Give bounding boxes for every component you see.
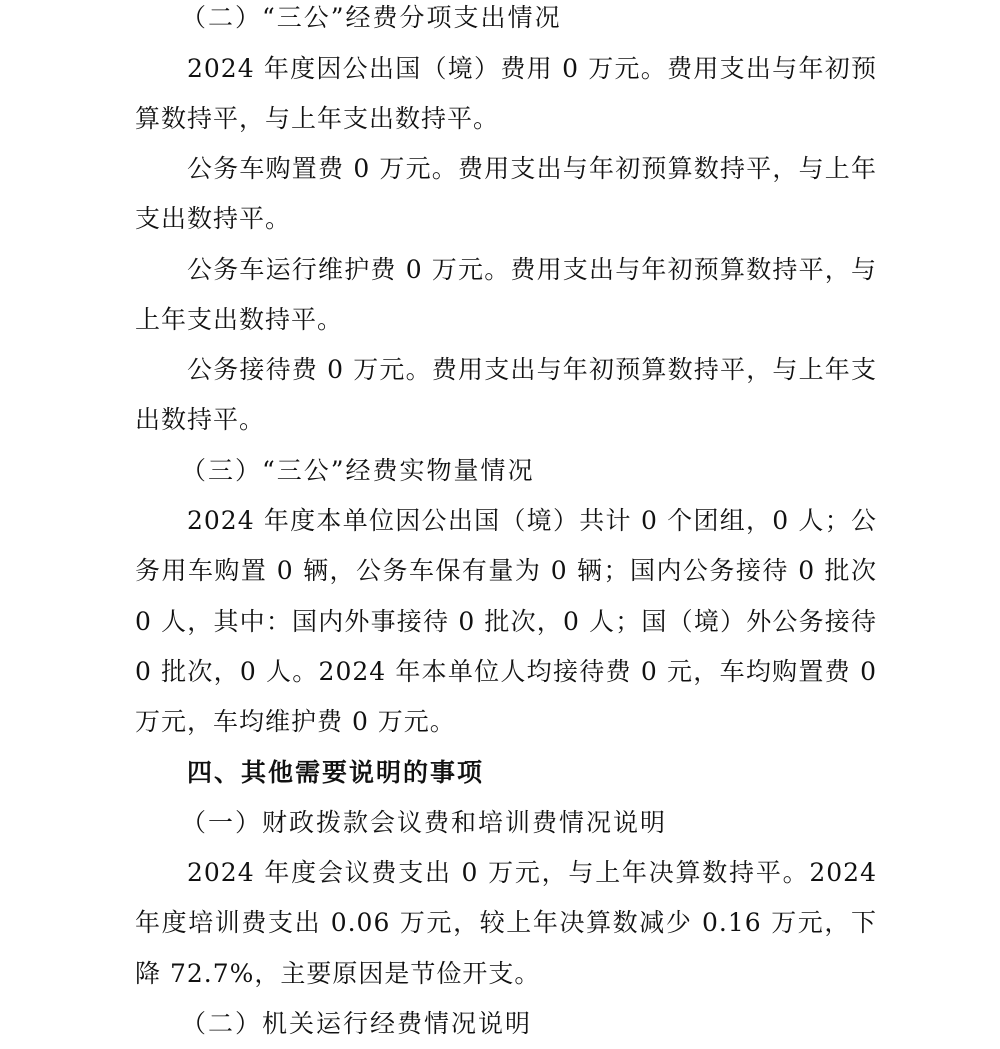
heading-meeting-training: （一）财政拨款会议费和培训费情况说明 <box>181 808 668 837</box>
paragraph-car-purchase-expense: 公务车购置费 0 万元。费用支出与年初预算数持平，与上年支出数持平。 <box>135 154 877 234</box>
paragraph-car-operation-expense: 公务车运行维护费 0 万元。费用支出与年初预算数持平，与上年支出数持平。 <box>135 255 877 335</box>
heading-agency-operation: （二）机关运行经费情况说明 <box>181 1009 533 1038</box>
paragraph-abroad-expense: 2024 年度因公出国（境）费用 0 万元。费用支出与年初预算数持平，与上年支出数持平。 <box>135 54 877 134</box>
paragraph-meeting-training: 2024 年度会议费支出 0 万元，与上年决算数持平。2024 年度培训费支出 0.06 万元，较上年决算数减少 0.16 万元，下降 72.7%，主要原因是节俭开支。 <box>135 858 877 988</box>
heading-sanggong-quantity: （三）“三公”经费实物量情况 <box>181 456 535 485</box>
heading-sanggong-items: （二）“三公”经费分项支出情况 <box>181 3 562 32</box>
paragraph-quantity: 2024 年度本单位因公出国（境）共计 0 个团组，0 人；公务用车购置 0 辆，公务车保有量为 0 辆；国内公务接待 0 批次 0 人，其中：国内外事接待 0 批次，0 人；国（境）外公务接待 0 批次，0 人。2024 年本单位人均接待费 0 元，车均购置费 0 万元，车均维护费 0 万元。 <box>135 506 877 737</box>
heading-other-matters: 四、其他需要说明的事项 <box>187 758 485 787</box>
paragraph-reception-expense: 公务接待费 0 万元。费用支出与年初预算数持平，与上年支出数持平。 <box>135 355 877 435</box>
